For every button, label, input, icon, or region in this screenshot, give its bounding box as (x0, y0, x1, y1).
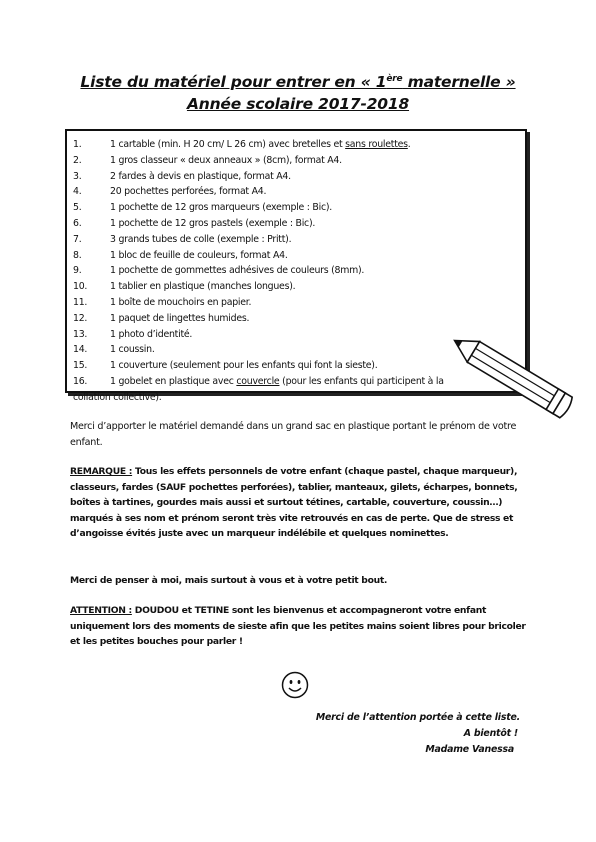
list-item-underlined: couvercle (236, 375, 280, 387)
list-item-number: 11. (73, 296, 88, 308)
attention-text: DOUDOU et TETINE sont les bienvenus et accompagneront votre enfant uniquement lors des moments de sieste afin que les petites mains soient libres pour bricoler et les petites bouches pour parler ! (70, 605, 526, 647)
list-item-text-part: 1 cartable (min. H 20 cm/ L 26 cm) avec bretelles et (110, 139, 346, 150)
list-item-text (110, 137, 411, 153)
list-item-text-part: 1 paquet de lingettes humides. (110, 312, 250, 324)
think-of-me-paragraph: Merci de penser à moi, mais surtout à vous et à votre petit bout. (70, 575, 388, 586)
attention-label: ATTENTION : (70, 605, 132, 616)
list-item-number: 4. (73, 186, 82, 198)
remarque-text: Tous les effets personnels de votre enfant (chaque pastel, chaque marqueur), classeurs, fardes (SAUF pochettes perforées), tablier, manteaux, gilets, écharpes, bonnets, boîtes à tartines, gourdes mais aussi et surtout tétines, cartable, couverture, coussin…) marqués à ses nom et prénom seront très vite retrouvés en cas de perte. Que de stress et d’angoisse évités juste avec un marqueur indélébile et quelques nominettes. (70, 466, 518, 539)
list-item (73, 311, 525, 327)
list-item (73, 137, 525, 153)
list-item-number: 7. (73, 233, 82, 245)
list-item-number: 12. (73, 312, 88, 324)
list-item (73, 279, 525, 295)
list-item (73, 153, 525, 169)
list-item-text (110, 248, 288, 264)
list-item (73, 263, 525, 279)
list-item-number: 14. (73, 344, 88, 356)
list-item-text-part: 1 boîte de mouchoirs en papier. (110, 296, 252, 308)
list-item-text-part: 1 pochette de 12 gros marqueurs (exemple : Bic). (110, 202, 332, 214)
supplies-list-box (65, 129, 527, 403)
list-item-number: 5. (73, 202, 82, 214)
bring-material-paragraph: Merci d’apporter le matériel demandé dans un grand sac en plastique portant le prénom de votre enfant. (70, 421, 517, 448)
list-item-text-part: 1 coussin. (110, 344, 155, 356)
list-item-continuation: collation collective). (73, 391, 162, 403)
list-item-number: 6. (73, 217, 82, 229)
remarque-paragraph (70, 464, 530, 542)
list-item-number: 8. (73, 249, 82, 261)
list-item (73, 169, 525, 185)
list-item-underlined: sans roulettes (345, 139, 408, 150)
teacher-name: Madame Vanessa (425, 744, 514, 755)
list-item-text (110, 232, 291, 248)
list-item-text (110, 327, 192, 343)
list-item-number: 2. (73, 154, 82, 166)
list-item-text-end: . (407, 139, 411, 150)
list-item-number: 16. (73, 375, 88, 387)
list-item-text (110, 216, 315, 232)
list-item (73, 216, 525, 232)
thanks-signature-line: Merci de l’attention portée à cette liste. (315, 712, 520, 723)
list-item (73, 295, 525, 311)
list-item-text-part: 1 gros classeur « deux anneaux » (8cm), format A4. (110, 154, 342, 166)
list-item-text (110, 295, 251, 311)
list-item-text (110, 279, 295, 295)
list-item-number: 1. (73, 139, 82, 150)
list-item (73, 248, 525, 264)
list-item-text-part: 1 tablier en plastique (manches longues). (110, 281, 296, 293)
smiley-icon (281, 671, 309, 699)
list-item (73, 184, 525, 200)
list-item-text-part: 1 gobelet en plastique avec (110, 375, 237, 387)
list-item (73, 232, 525, 248)
list-item-text (110, 263, 364, 279)
list-item-text-part: 1 pochette de 12 gros pastels (exemple : Bic). (110, 217, 316, 229)
list-item-text-part: 1 bloc de feuille de couleurs, format A4. (110, 249, 288, 261)
list-item-text-part: 2 fardes à devis en plastique, format A4. (110, 170, 291, 182)
see-you-line: A bientôt ! (463, 728, 518, 739)
list-item-text (110, 358, 377, 374)
list-item-text-end: (pour les enfants qui participent à la (279, 375, 444, 387)
list-item-text-part: 1 pochette de gommettes adhésives de couleurs (8mm). (110, 265, 365, 277)
list-item-text (110, 200, 332, 216)
list-item-number: 9. (73, 265, 82, 277)
list-item-text-part: 3 grands tubes de colle (exemple : Pritt). (110, 233, 292, 245)
list-item-text (110, 374, 490, 390)
list-item (73, 200, 525, 216)
list-item-text (110, 342, 155, 358)
list-item-text-part: 20 pochettes perforées, format A4. (110, 186, 267, 198)
list-item-text (110, 311, 249, 327)
list-item-number: 10. (73, 281, 88, 293)
list-item-number: 13. (73, 328, 88, 340)
attention-paragraph (70, 603, 530, 650)
list-item-text (110, 169, 291, 185)
page-title: Liste du matériel pour entrer en « 1ère maternelle » (80, 73, 516, 91)
list-item-number: 3. (73, 170, 82, 182)
school-year-title: Année scolaire 2017-2018 (186, 95, 410, 113)
pencil-icon (437, 330, 587, 420)
list-item-text-part: 1 photo d’identité. (110, 328, 193, 340)
remarque-label: REMARQUE : (70, 466, 133, 477)
list-item-text (110, 184, 266, 200)
list-item-number: 15. (73, 360, 88, 372)
list-item-text-part: 1 couverture (seulement pour les enfants qui font la sieste). (110, 360, 378, 372)
list-item-text (110, 153, 342, 169)
